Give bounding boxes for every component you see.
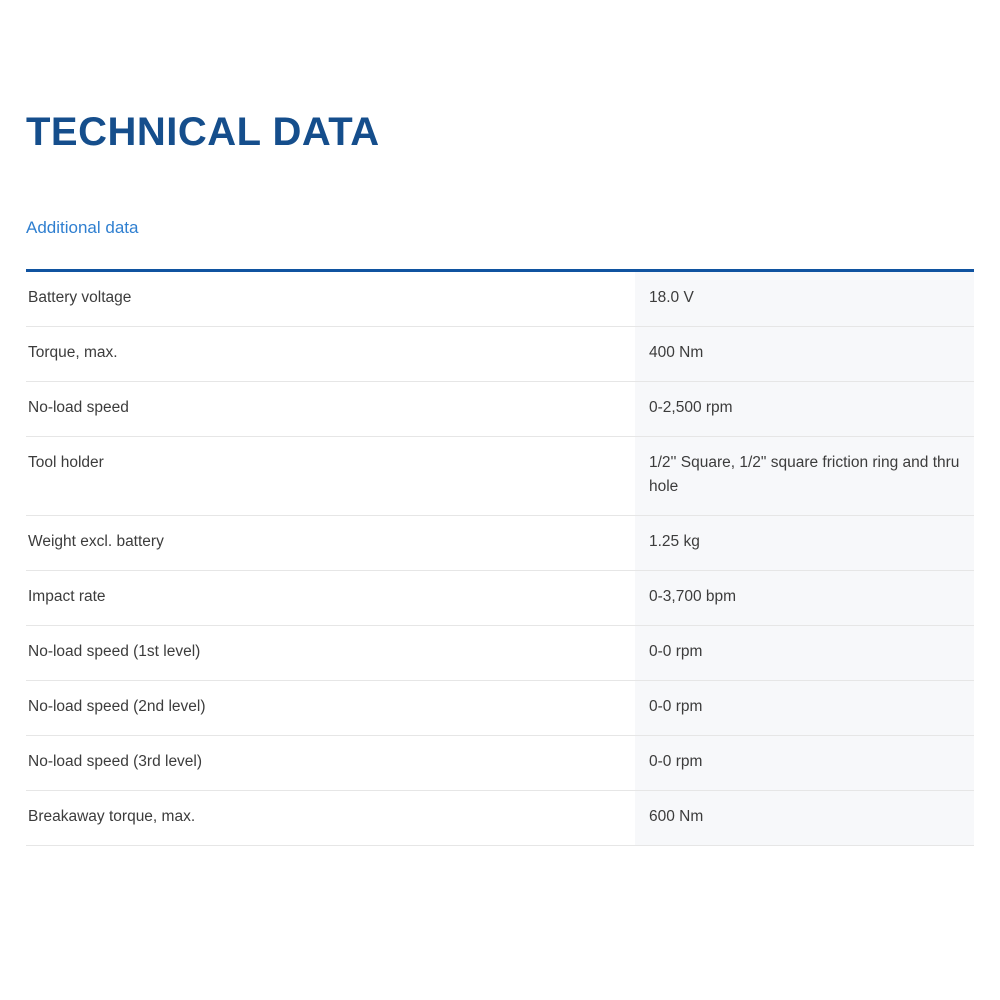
spec-value: 600 Nm: [635, 791, 975, 846]
table-row: [26, 791, 974, 846]
spec-label: Tool holder: [26, 437, 635, 516]
spec-value: 400 Nm: [635, 327, 975, 382]
table-row: [26, 626, 974, 681]
spec-value: 0-0 rpm: [635, 681, 975, 736]
section-heading: Additional data: [26, 218, 139, 237]
spec-label: No-load speed (3rd level): [26, 736, 635, 791]
specifications-table: [26, 269, 974, 846]
page-title: TECHNICAL DATA: [26, 110, 380, 154]
spec-value: 0-0 rpm: [635, 626, 975, 681]
table-row: [26, 382, 974, 437]
table-row: [26, 516, 974, 571]
spec-value: 0-0 rpm: [635, 736, 975, 791]
table-row: [26, 437, 974, 516]
spec-label: No-load speed (2nd level): [26, 681, 635, 736]
specifications-table-container: [26, 269, 974, 846]
spec-value: 1.25 kg: [635, 516, 975, 571]
spec-label: Impact rate: [26, 571, 635, 626]
specifications-table-body: [26, 271, 974, 846]
spec-value: 18.0 V: [635, 271, 975, 327]
table-row: [26, 271, 974, 327]
spec-value: 1/2'' Square, 1/2" square friction ring and thru hole: [635, 437, 975, 516]
spec-label: Torque, max.: [26, 327, 635, 382]
spec-label: Breakaway torque, max.: [26, 791, 635, 846]
spec-label: No-load speed: [26, 382, 635, 437]
spec-value: 0-3,700 bpm: [635, 571, 975, 626]
spec-label: No-load speed (1st level): [26, 626, 635, 681]
table-row: [26, 571, 974, 626]
spec-value: 0-2,500 rpm: [635, 382, 975, 437]
table-row: [26, 736, 974, 791]
spec-label: Weight excl. battery: [26, 516, 635, 571]
spec-label: Battery voltage: [26, 271, 635, 327]
table-row: [26, 327, 974, 382]
table-row: [26, 681, 974, 736]
